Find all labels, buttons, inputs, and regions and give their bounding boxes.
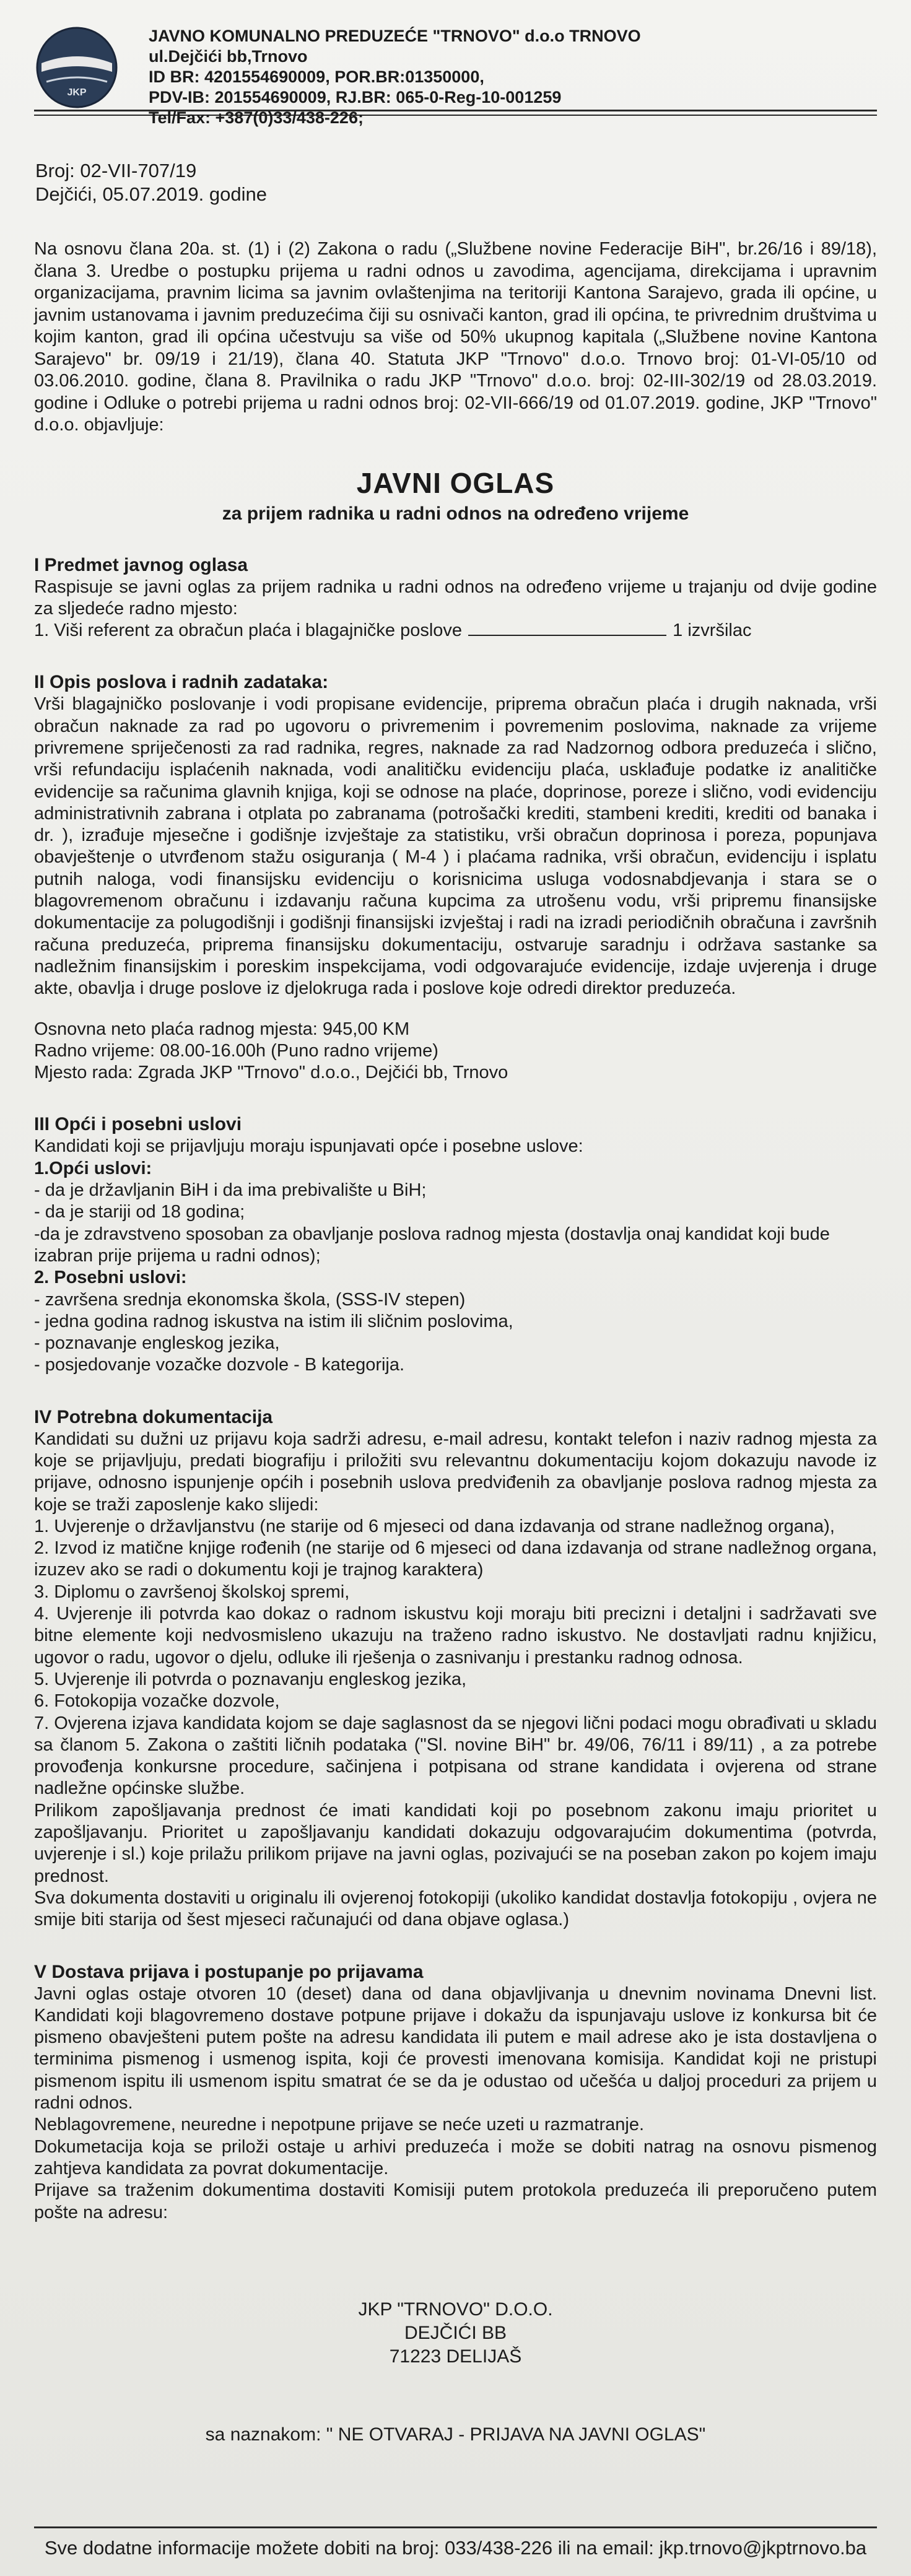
position-line — [34, 620, 877, 642]
announcement-title: JAVNI OGLAS — [356, 466, 555, 499]
section-2-title: II Opis poslova i radnih zadataka: — [34, 672, 329, 693]
address-line: JKP "TRNOVO" D.O.O. — [358, 2299, 553, 2320]
address-line: 71223 DELIJAŠ — [389, 2346, 522, 2367]
mailing-address — [34, 2298, 877, 2369]
footer-contact: Sve dodatne informacije možete dobiti na broj: 033/438-226 ili na email: jkp.trnovo@jkptrnovo.ba — [34, 2526, 877, 2559]
company-logo — [35, 26, 119, 110]
conditions-intro: Kandidati koji se prijavljuju moraju ispunjavati opće i posebne uslove: — [34, 1136, 583, 1157]
working-hours-line: Radno vrijeme: 08.00-16.00h (Puno radno vrijeme) — [34, 1040, 438, 1061]
priority-paragraph: Prilikom zapošljavanja prednost će imati kandidati koji po posebnom zakonu imaju prioritet u zapošljavanju. Prioritet u zapošljavanju kandidati dokazuju odgovarajućim dokumentima (potvrda, uvjerenje i sl.) koje prilažu prilikom prijave na javni oglas, pozivajući se na poseban zakon po kojem imaju prednost. — [34, 1800, 877, 1886]
address-line: DEJČIĆI BB — [404, 2322, 507, 2343]
submission-paragraph: Javni oglas ostaje otvoren 10 (deset) dana od dana objavljivanja u dnevnim novinama Dnevni list. Kandidati koji blagovremeno dostave potpune prijave i dokažu da ispunjavaju uslove iz konkursa bit će pismeno obavješteni putem pošte na adresu kandidata ili putem e mail adrese ako je ista dostavljena o terminima pismenog i usmenog ispita, koji će provesti imenovana komisija. Kandidat koji ne pristupi pismenom ispitu ili usmenom ispitu smatrat će se da je odustao od učešća u daljoj proceduri za prijem u radni odnos. — [34, 1983, 877, 2113]
documentation-item: 7. Ovjerena izjava kandidata kojom se daje saglasnost da se njegovi lični podaci mogu obrađivati u skladu sa članom 5. Zakona o zaštiti ličnih podataka ("Sl. novine BiH" br. 49/06, 76/11 i 89/11) , a za potrebe provođenja konkursne procedure, sačinjena i potpisana od strane kandidata i ovjerena od strane nadležne općinske službe. — [34, 1713, 877, 1799]
salary-line: Osnovna neto plaća radnog mjesta: 945,00 KM — [34, 1019, 410, 1039]
blank-line — [468, 621, 666, 636]
special-conditions-title: 2. Posebni uslovi: — [34, 1268, 187, 1288]
announcement-subtitle: za prijem radnika u radni odnos na određeno vrijeme — [222, 503, 689, 524]
section-5-title: V Dostava prijava i postupanje po prijavama — [34, 1961, 424, 1982]
svg-text:JKP: JKP — [67, 87, 87, 98]
position-name: 1. Viši referent za obračun plaća i blagajničke poslove — [34, 620, 463, 641]
document-place-date: Dejčići, 05.07.2019. godine — [35, 183, 267, 205]
letterhead — [34, 0, 877, 127]
special-condition-item: - završena srednja ekonomska škola, (SSS-IV stepen) — [34, 1289, 466, 1310]
originals-paragraph: Sva dokumenta dostaviti u originalu ili ovjerenoj fotokopiji (ukoliko kandidat dostavlja fotokopiju , ovjera ne smije biti starija od šest mjeseci računajući od dana objave oglasa.) — [34, 1887, 877, 1930]
document-meta — [34, 159, 877, 206]
documentation-item: 5. Uvjerenje ili potvrda o poznavanju engleskog jezika, — [34, 1669, 467, 1689]
company-ids: ID BR: 4201554690009, POR.BR:01350000, — [149, 67, 484, 86]
legal-basis-paragraph: Na osnovu člana 20a. st. (1) i (2) Zakona o radu („Službene novine Federacije BiH", br.26/16 i 89/18), člana 3. Uredbe o postupku prijema u radni odnos u zavodima, agencijama, direkcijama i upravnim organizacijama, pravnim licima sa javnim ovlaštenjima na teritoriji Kantona Sarajevo, grada ili općine, u javnim ustanovama i javnim preduzećima čiji su osnivači kanton, grad ili općina, te privrednim društvima u kojim kanton, grad ili općina učestvuju sa više od 50% ukupnog kapitala („Službene novine Kantona Sarajevo" br. 09/19 i 21/19), člana 40. Statuta JKP "Trnovo" d.o.o. Trnovo broj: 01-VI-05/10 od 03.06.2010. godine, člana 8. Pravilnika o radu JKP "Trnovo" d.o.o. broj: 02-III-302/19 od 28.03.2019. godine i Odluke o potrebi prijema u radni odnos broj: 02-VII-666/19 od 01.07.2019. godine, JKP "Trnovo" d.o.o. objavljuje: — [34, 239, 877, 435]
position-count: 1 izvršilac — [673, 620, 752, 641]
company-pdv: PDV-IB: 201554690009, RJ.BR: 065-0-Reg-10-001259 — [149, 88, 562, 107]
general-condition-item: - da je stariji od 18 godina; — [34, 1202, 245, 1222]
general-condition-item: - da je državljanin BiH i da ima prebivalište u BiH; — [34, 1180, 427, 1201]
company-name: JAVNO KOMUNALNO PREDUZEĆE "TRNOVO" d.o.o TRNOVO — [149, 27, 641, 45]
section-3-title: III Opći i posebni uslovi — [34, 1114, 242, 1135]
general-conditions-title: 1.Opći uslovi: — [34, 1158, 152, 1178]
envelope-note: sa naznakom: " NE OTVARAJ - PRIJAVA NA JAVNI OGLAS" — [205, 2424, 706, 2445]
submission-paragraph: Neblagovremene, neuredne i nepotpune prijave se neće uzeti u razmatranje. — [34, 2115, 645, 2135]
company-address: ul.Dejčići bb,Trnovo — [149, 47, 308, 66]
documentation-item: 1. Uvjerenje o državljanstvu (ne starije od 6 mjeseci od dana izdavanja od strane nadležnog organa), — [34, 1516, 835, 1536]
section-4-title: IV Potrebna dokumentacija — [34, 1406, 273, 1427]
work-location-line: Mjesto rada: Zgrada JKP "Trnovo" d.o.o., Dejčići bb, Trnovo — [34, 1063, 508, 1083]
documentation-item: 4. Uvjerenje ili potvrda kao dokaz o radnom iskustvu koji moraju biti precizni i detaljni i sadržavati sve bitne elemente koji nedvosmisleno ukazuju na traženo radno iskustvo. Ne dostavljati radnu knjižicu, ugovor o radu, ugovor o djelu, odluke ili rješenja o zasnivanju i prestanku radnog odnosa. — [34, 1604, 877, 1668]
special-condition-item: - jedna godina radnog iskustva na istim ili sličnim poslovima, — [34, 1311, 513, 1331]
section-1-title: I Predmet javnog oglasa — [34, 554, 248, 575]
company-tel: Tel/Fax: +387(0)33/438-226; — [149, 108, 364, 127]
special-condition-item: - posjedovanje vozačke dozvole - B kategorija. — [34, 1355, 405, 1375]
document-number: Broj: 02-VII-707/19 — [35, 160, 197, 181]
documentation-intro: Kandidati su dužni uz prijavu koja sadrži adresu, e-mail adresu, kontakt telefon i naziv radnog mjesta za koje se prijavljuju, predati biografiju i priložiti svu relevantnu dokumentaciju kojom dokazuju navode iz prijave, odnosno ispunjenje općih i posebnih uslova predviđenih za obavljanje poslova radnog mjesta za koje se traži zaposlenje kako slijedi: — [34, 1429, 877, 1515]
job-description: Vrši blagajničko poslovanje i vodi propisane evidencije, priprema obračun plaća i drugih naknada, vrši obračun naknade za rad po ugovoru o privremenim i povremenim poslovima, naknade za vrijeme privremene spriječenosti za rad radnika, regres, naknade za rad Nadzornog odbora preduzeća i slično, vrši refundaciju isplaćenih naknada, vodi analitičku evidenciju plaća, usklađuje podatke iz analitičke evidencije sa računima glavnih knjiga, koji se odnose na plaće, doprinose, poreze i slično, vodi evidenciju administrativnih zabrana i otplata po zabranama (potrošački krediti, stambeni krediti, krediti od banaka i dr. ), izrađuje mjesečne i godišnje izvještaje za statistiku, vrši obračun doprinosa i poreza, popunjava obavještenje o utvrđenom stažu osiguranja ( M-4 ) i plaćama radnika, vrši obračun, evidenciju i isplatu putnih naloga, vodi finansijsku evidenciju o korisnicima usluga vodosnabdjevanja i stara se o blagovremenom obračunu i izdavanju računa kupcima za utrošenu vodu, vrši pripremu finansijske dokumentacije za polugodišnji i godišnji finansijski izvještaj i radi na izradi periodičnih obračuna i završnih računa preduzeća, priprema finansijsku dokumentaciju, ostvaruje saradnju i održava sastanke sa nadležnim finansijskim i poreskim inspekcijama, vodi odgovarajuće evidencije, izdaje uvjerenja i druge akte, obavlja i druge poslove iz djelokruga rada i poslove koje odredi direktor preduzeća. — [34, 694, 877, 999]
company-details — [149, 26, 641, 128]
submission-paragraph: Dokumetacija koja se priloži ostaje u arhivi preduzeća i može se dobiti natrag na osnovu pismenog zahtjeva kandidata za povrat dokumentacije. — [34, 2136, 877, 2178]
submission-paragraph: Prijave sa traženim dokumentima dostaviti Komisiji putem protokola preduzeća ili preporučeno putem pošte na adresu: — [34, 2180, 877, 2222]
documentation-item: 2. Izvod iz matične knjige rođenih (ne starije od 6 mjeseci od dana izdavanja od strane nadležnog organa, izuzev ako se radi o dokumentu koji je trajnog karaktera) — [34, 1538, 877, 1580]
documentation-item: 6. Fotokopija vozačke dozvole, — [34, 1691, 280, 1712]
section-1-text: Raspisuje se javni oglas za prijem radnika u radni odnos na određeno vrijeme u trajanju od dvije godine za sljedeće radno mjesto: — [34, 577, 877, 619]
documentation-item: 3. Diplomu o završenoj školskoj spremi, — [34, 1582, 350, 1602]
special-condition-item: - poznavanje engleskog jezika, — [34, 1333, 280, 1354]
general-condition-item: -da je zdravstveno sposoban za obavljanje poslova radnog mjesta (dostavlja onaj kandidat koji bude izabran prije prijema u radni odnos); — [34, 1224, 830, 1266]
